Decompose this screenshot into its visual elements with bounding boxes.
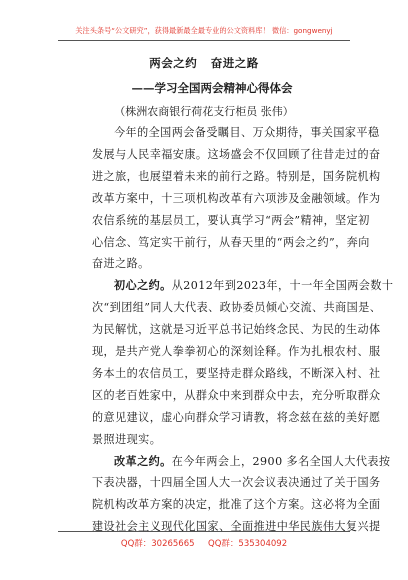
body-line [92, 496, 381, 512]
body-line [92, 474, 381, 490]
body-line-text: 下表决器，十四届全国人大一次会议表决通过了关于国务 [92, 476, 381, 490]
body-line-text: 的意见建议，虚心向群众学习请教，将念兹在兹的美好愿 [92, 410, 381, 424]
body-line-text: 现，是共产党人拳拳初心的深刻诠释。作为扎根农村、服 [92, 345, 381, 358]
document-subtitle: ——学习全国两会精神心得体会 [131, 81, 293, 95]
document-title: 两会之约 奋进之路 [149, 56, 259, 70]
body-line [92, 234, 370, 250]
body-line-text: 区的老百姓家中，从群众中来到群众中去，充分听取群众 [92, 388, 381, 402]
footer-divider [58, 531, 350, 532]
body-line-text: 景照进现实。 [92, 432, 162, 446]
body-line-text: 为民解忧，这就是习近平总书记始终念民、为民的生动体 [92, 323, 381, 337]
body-line [92, 387, 381, 403]
body-line [92, 255, 150, 271]
body-line [92, 343, 381, 359]
body-line-text: 今年的全国两会备受瞩目、万众期待，事关国家平稳 [114, 126, 380, 139]
body-line [114, 124, 380, 140]
body-line-text: 从2012年到2023年，十一年全国两会数十 [171, 279, 394, 293]
body-line [92, 431, 161, 447]
body-line [92, 212, 370, 228]
body-line [92, 365, 381, 381]
body-line-text: 农信系统的基层员工，要认真学习“两会”精神，坚定初 [92, 213, 370, 227]
body-line-text: 改革方案中，十三项机构改革有六项涉及金融领域。作为 [92, 191, 381, 205]
body-line [114, 453, 390, 469]
footer-qq-group-2: QQ群：535304092 [208, 539, 288, 549]
page-footer [0, 537, 408, 549]
body-line-text: 进之旅，也展望着未来的前行之路。特别是，国务院机构 [92, 169, 381, 183]
body-line-text: 心信念、笃定实干前行，从春天里的“两会之约”，奔向 [92, 235, 370, 249]
body-line [92, 299, 381, 315]
body-line-text: 奋进之路。 [92, 257, 150, 271]
section-heading: 改革之约。 [114, 454, 172, 468]
page-header-note: 关注头条号“公文研究”，获得最新最全最专业的公文资料库！ 微信：gongwenyj [75, 26, 333, 35]
document-author: （株洲农商银行荷花支行柜员 张伟） [114, 105, 294, 118]
body-line [92, 146, 381, 162]
body-line [114, 277, 393, 293]
body-line-text: 发展与人民幸福安康。这场盛会不仅回顾了往昔走过的奋 [92, 147, 381, 161]
body-line-text: 建设社会主义现代化国家、全面推进中华民族伟大复兴提 [92, 520, 381, 534]
body-line-text: 在今年两会上，2900 多名全国人大代表按 [171, 454, 391, 468]
section-heading: 初心之约。 [114, 279, 172, 293]
body-line-text: 院机构改革方案的决定，批准了这个方案。这必将为全面 [92, 498, 381, 512]
body-line [92, 190, 381, 206]
body-line-text: 次“到团组”同人大代表、政协委员倾心交流、共商国是、 [92, 301, 382, 315]
footer-qq-group-1: QQ群：30265665 [120, 539, 195, 549]
body-line-text: 务本土的农信员工，要坚持走群众路线，不断深入村、社 [92, 366, 381, 380]
body-line [92, 168, 381, 184]
body-line [92, 321, 381, 337]
body-line [92, 409, 381, 425]
header-divider [58, 40, 350, 41]
